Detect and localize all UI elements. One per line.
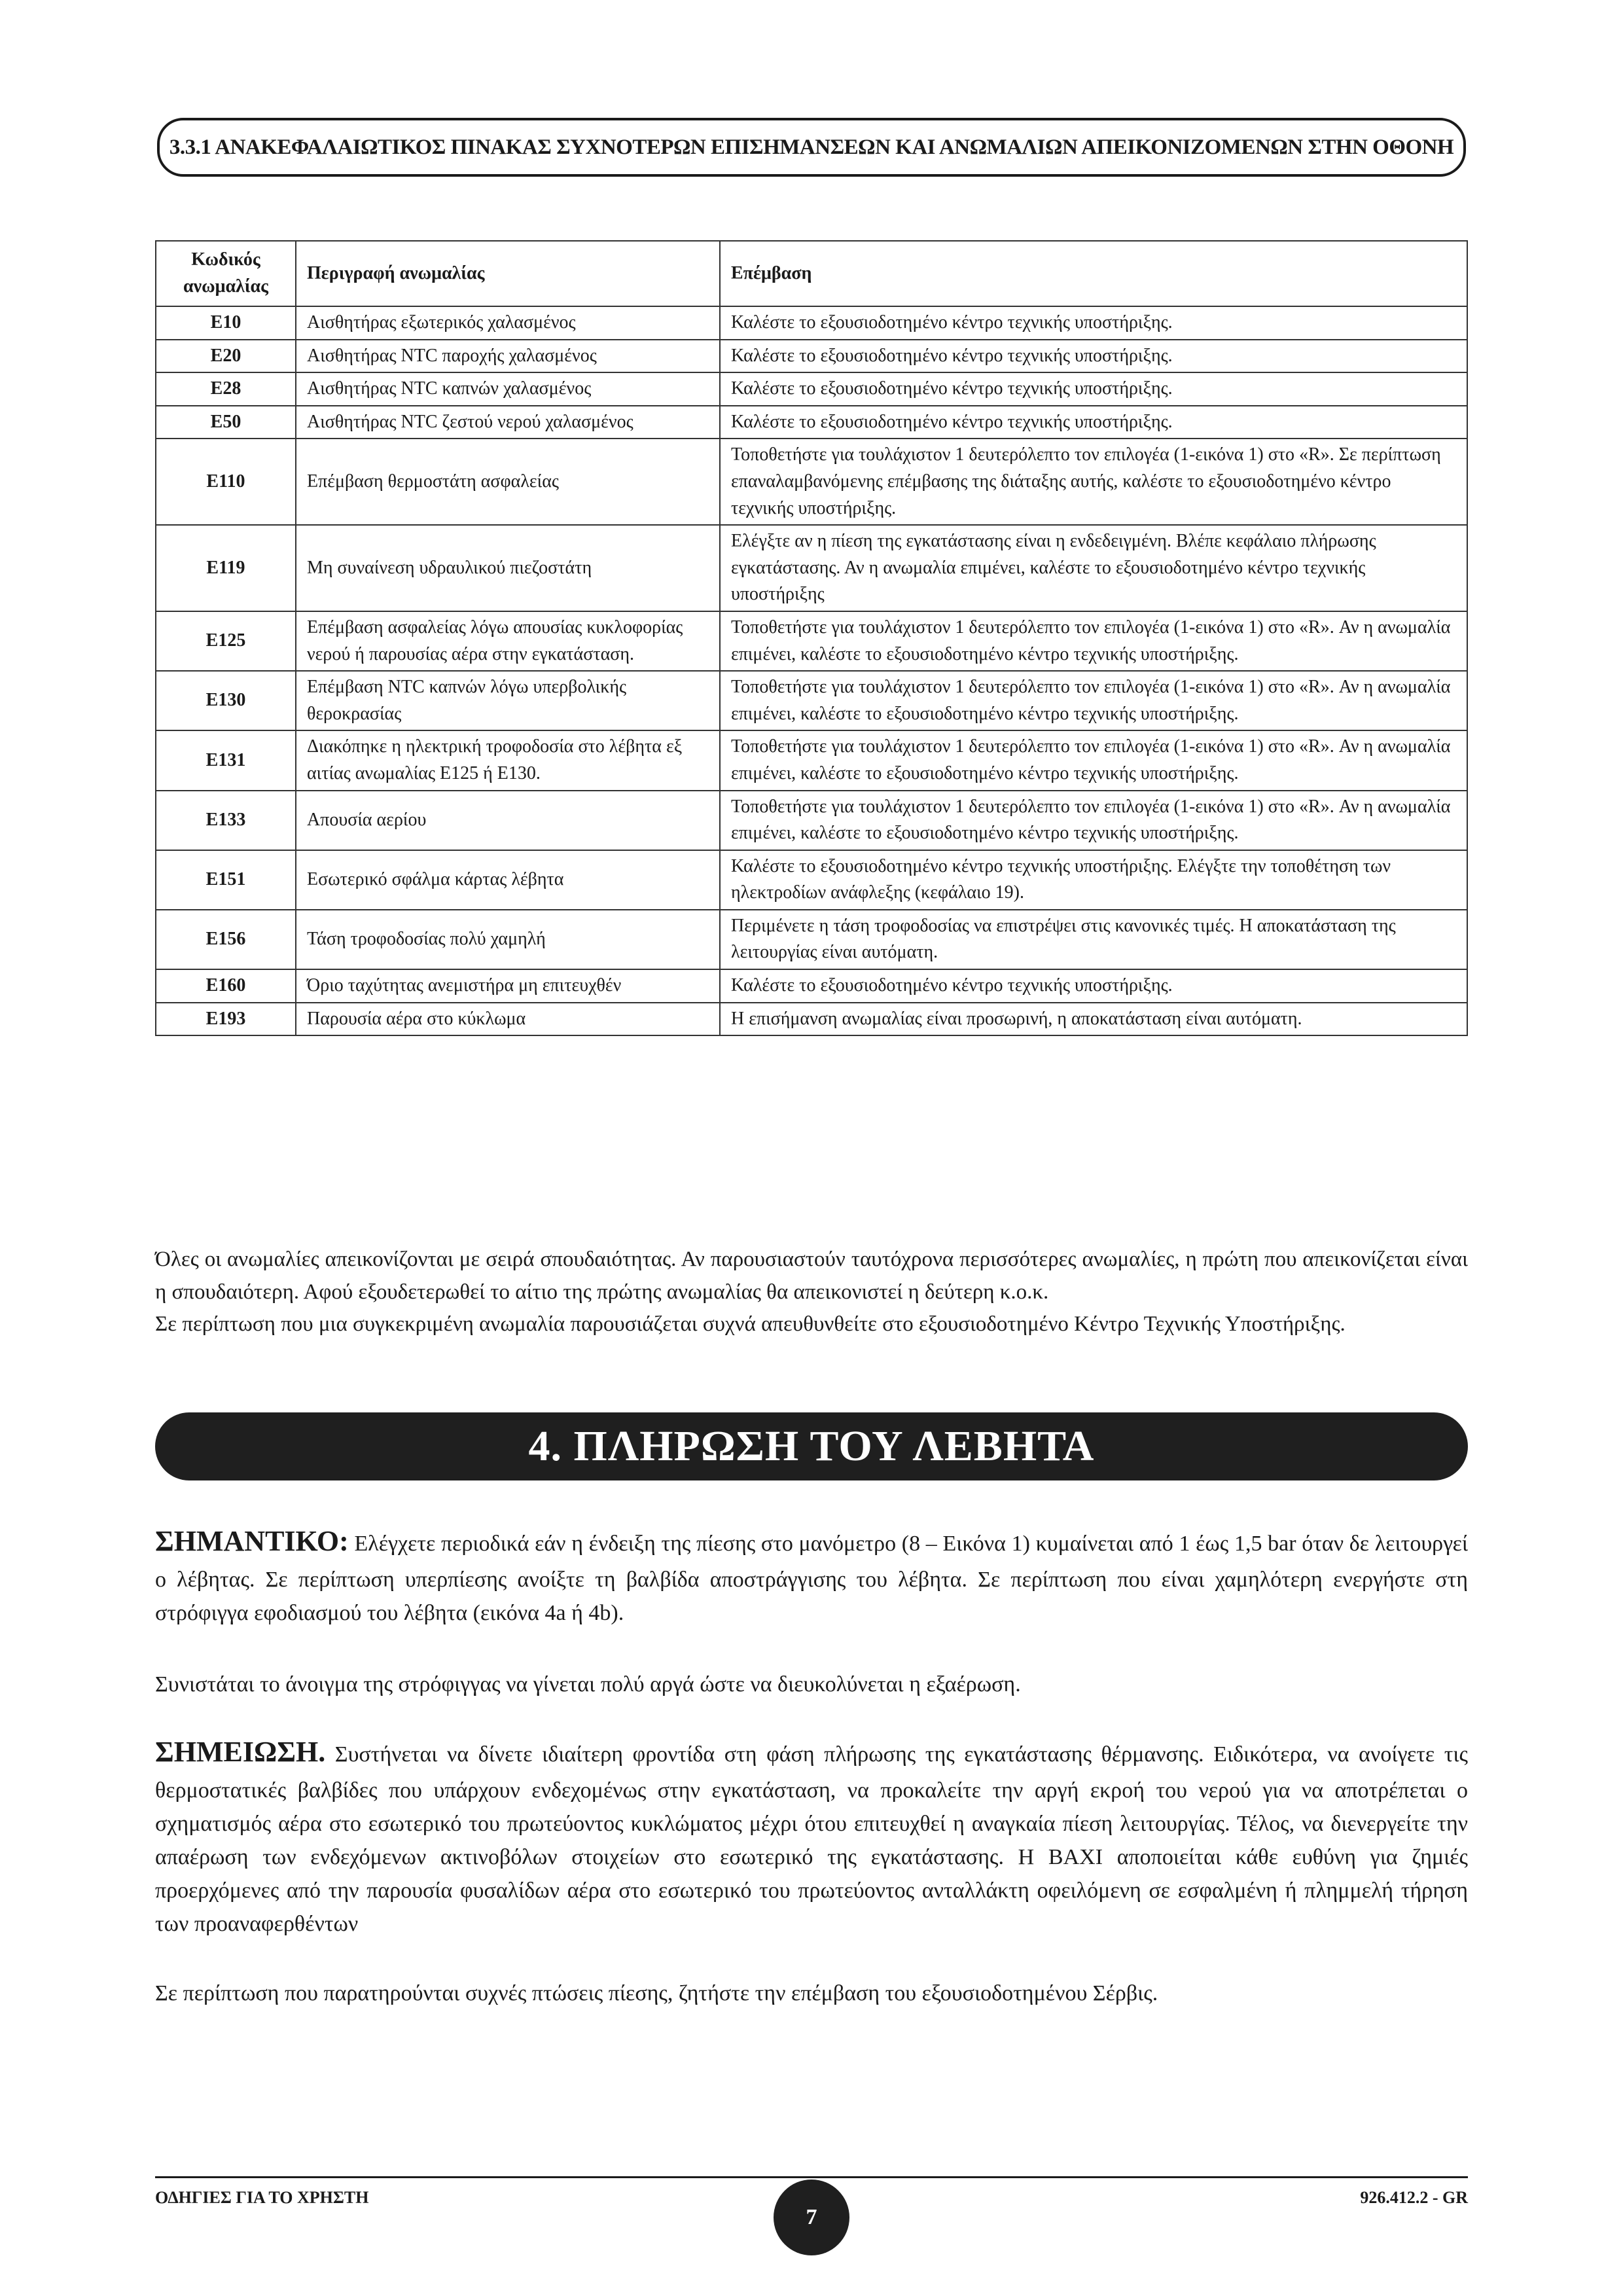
header-description: Περιγραφή ανωμαλίας bbox=[296, 241, 720, 306]
section-title: 3.3.1 ΑΝΑΚΕΦΑΛΑΙΩΤΙΚΟΣ ΠΙΝΑΚΑΣ ΣΥΧΝΟΤΕΡΩΝ ΕΠΙΣΗΜΑΝΣΕΩΝ ΚΑΙ ΑΝΩΜΑΛΙΩΝ ΑΠΕΙΚΟΝΙΖΟΜΕΝΩΝ ΣΤΗΝ ΟΘΟΝΗ bbox=[157, 118, 1466, 177]
footer-divider bbox=[155, 2176, 1468, 2178]
table-row bbox=[156, 525, 1467, 611]
anomaly-code-cell: E28 bbox=[156, 372, 296, 406]
anomaly-description-cell: Παρουσία αέρα στο κύκλωμα bbox=[296, 1003, 720, 1036]
table-header-row bbox=[156, 241, 1467, 306]
anomaly-description-cell: Αισθητήρας NTC ζεστού νερού χαλασμένος bbox=[296, 406, 720, 439]
anomaly-code-cell: E10 bbox=[156, 306, 296, 340]
anomaly-code-cell: E151 bbox=[156, 850, 296, 910]
anomaly-action-cell: Καλέστε το εξουσιοδοτημένο κέντρο τεχνικής υποστήριξης. bbox=[720, 406, 1467, 439]
anomaly-code-cell: E133 bbox=[156, 791, 296, 850]
table-row bbox=[156, 306, 1467, 340]
anomaly-code-cell: E130 bbox=[156, 671, 296, 730]
anomaly-description-cell: Μη συναίνεση υδραυλικού πιεζοστάτη bbox=[296, 525, 720, 611]
anomaly-action-cell: Περιμένετε η τάση τροφοδοσίας να επιστρέψει στις κανονικές τιμές. Η αποκατάσταση της λειτουργίας είναι αυτόματη. bbox=[720, 910, 1467, 969]
header-code: Κωδικός ανωμαλίας bbox=[156, 241, 296, 306]
note-lead: ΣΗΜΕΙΩΣΗ. bbox=[155, 1736, 326, 1768]
anomaly-action-cell: Καλέστε το εξουσιοδοτημένο κέντρο τεχνικής υποστήριξης. bbox=[720, 372, 1467, 406]
anomaly-code-cell: E20 bbox=[156, 340, 296, 373]
anomaly-code-cell: E50 bbox=[156, 406, 296, 439]
table-row bbox=[156, 340, 1467, 373]
page-number: 7 bbox=[774, 2179, 849, 2255]
table-row bbox=[156, 969, 1467, 1003]
anomaly-description-cell: Αισθητήρας NTC παροχής χαλασμένος bbox=[296, 340, 720, 373]
anomaly-code-cell: E119 bbox=[156, 525, 296, 611]
table-row bbox=[156, 1003, 1467, 1036]
pressure-paragraph: Σε περίπτωση που παρατηρούνται συχνές πτώσεις πίεσης, ζητήστε την επέμβαση του εξουσιοδοτημένου Σέρβις. bbox=[155, 1981, 1158, 2005]
table-row bbox=[156, 850, 1467, 910]
anomaly-description-cell: Εσωτερικό σφάλμα κάρτας λέβητα bbox=[296, 850, 720, 910]
anomaly-description-cell: Όριο ταχύτητας ανεμιστήρα μη επιτευχθέν bbox=[296, 969, 720, 1003]
anomaly-description-cell: Επέμβαση θερμοστάτη ασφαλείας bbox=[296, 439, 720, 525]
note-text: Συστήνεται να δίνετε ιδιαίτερη φροντίδα στη φάση πλήρωσης της εγκατάστασης θέρμανσης. Ειδικότερα, να ανοίγετε τις θερμοστατικές βαλβίδες που υπάρχουν ενδεχομένως στην εγκατάσταση, να προκαλείτε την αργή εκροή του νερού για να αποτρέπεται ο σχηματισμός αέρα στο εσωτερικό του πρωτεύοντος κυκλώματος μέχρι ότου επιτευχθεί η αναγκαία πίεση λειτουργίας. Τέλος, να διενεργείτε την απαέρωση των ενδεχόμενων ακτινοβόλων στοιχείων στο εσωτερικό της εγκατάστασης. Η BAXI αποποιείται κάθε ευθύνη για ζημιές προερχόμενες από την παρουσία φυσαλίδων αέρα στο εσωτερικό του πρωτεύοντος ανταλλάκτη οφειλόμενη σε εσφαλμένη ή πλημμελή τήρηση των προαναφερθέντων bbox=[155, 1742, 1468, 1936]
table-row bbox=[156, 730, 1467, 790]
table-row bbox=[156, 910, 1467, 969]
anomaly-code-cell: E156 bbox=[156, 910, 296, 969]
anomaly-action-cell: Τοποθετήστε για τουλάχιστον 1 δευτερόλεπτο τον επιλογέα (1-εικόνα 1) στο «R». Αν η ανωμαλία επιμένει, καλέστε το εξουσιοδοτημένο κέντρο τεχνικής υποστήριξης. bbox=[720, 671, 1467, 730]
anomaly-action-cell: Τοποθετήστε για τουλάχιστον 1 δευτερόλεπτο τον επιλογέα (1-εικόνα 1) στο «R». Αν η ανωμαλία επιμένει, καλέστε το εξουσιοδοτημένο κέντρο τεχνικής υποστήριξης. bbox=[720, 730, 1467, 790]
header-action: Επέμβαση bbox=[720, 241, 1467, 306]
table-notes bbox=[155, 1244, 1468, 1341]
anomaly-description-cell: Επέμβαση NTC καπνών λόγω υπερβολικής θεροκρασίας bbox=[296, 671, 720, 730]
important-lead: ΣΗΜΑΝΤΙΚΟ: bbox=[155, 1525, 349, 1557]
anomaly-description-cell: Επέμβαση ασφαλείας λόγω απουσίας κυκλοφορίας νερού ή παρουσίας αέρα στην εγκατάσταση. bbox=[296, 611, 720, 671]
anomaly-action-cell: Τοποθετήστε για τουλάχιστον 1 δευτερόλεπτο τον επιλογέα (1-εικόνα 1) στο «R». Σε περίπτωση επαναλαμβανόμενης επέμβασης της διάταξης αυτής, καλέστε το εξουσιοδοτημένο κέντρο τεχνικής υποστήριξης. bbox=[720, 439, 1467, 525]
footer-document-title: ΟΔΗΓΙΕΣ ΓΙΑ ΤΟ ΧΡΗΣΤΗ bbox=[155, 2188, 369, 2207]
anomaly-action-cell: Καλέστε το εξουσιοδοτημένο κέντρο τεχνικής υποστήριξης. bbox=[720, 306, 1467, 340]
note-paragraph bbox=[155, 1731, 1468, 1941]
table-row bbox=[156, 372, 1467, 406]
anomaly-action-cell: Καλέστε το εξουσιοδοτημένο κέντρο τεχνικής υποστήριξης. bbox=[720, 969, 1467, 1003]
notes-paragraph-order: Όλες οι ανωμαλίες απεικονίζονται με σειρά σπουδαιότητας. Αν παρουσιαστούν ταυτόχρονα περισσότερες ανωμαλίες, η πρώτη που απεικονίζεται είναι η σπουδαιότερη. Αφού εξουδετερωθεί το αίτιο της πρώτης ανωμαλίας θα απεικονιστεί η δεύτερη κ.ο.κ. bbox=[155, 1247, 1468, 1304]
anomaly-description-cell: Αισθητήρας NTC καπνών χαλασμένος bbox=[296, 372, 720, 406]
table-row bbox=[156, 791, 1467, 850]
anomaly-description-cell: Διακόπηκε η ηλεκτρική τροφοδοσία στο λέβητα εξ αιτίας ανωμαλίας E125 ή E130. bbox=[296, 730, 720, 790]
table-row bbox=[156, 406, 1467, 439]
anomaly-description-cell: Αισθητήρας εξωτερικός χαλασμένος bbox=[296, 306, 720, 340]
anomaly-action-cell: Η επισήμανση ανωμαλίας είναι προσωρινή, η αποκατάσταση είναι αυτόματη. bbox=[720, 1003, 1467, 1036]
anomaly-table bbox=[155, 240, 1468, 1036]
valve-paragraph: Συνιστάται το άνοιγμα της στρόφιγγας να γίνεται πολύ αργά ώστε να διευκολύνεται η εξαέρωση. bbox=[155, 1672, 1021, 1696]
anomaly-code-cell: E125 bbox=[156, 611, 296, 671]
anomaly-code-cell: E131 bbox=[156, 730, 296, 790]
anomaly-description-cell: Απουσία αερίου bbox=[296, 791, 720, 850]
anomaly-action-cell: Καλέστε το εξουσιοδοτημένο κέντρο τεχνικής υποστήριξης. bbox=[720, 340, 1467, 373]
anomaly-code-cell: E160 bbox=[156, 969, 296, 1003]
anomaly-description-cell: Τάση τροφοδοσίας πολύ χαμηλή bbox=[296, 910, 720, 969]
anomaly-action-cell: Τοποθετήστε για τουλάχιστον 1 δευτερόλεπτο τον επιλογέα (1-εικόνα 1) στο «R». Αν η ανωμαλία επιμένει, καλέστε το εξουσιοδοτημένο κέντρο τεχνικής υποστήριξης. bbox=[720, 611, 1467, 671]
notes-paragraph-frequent: Σε περίπτωση που μια συγκεκριμένη ανωμαλία παρουσιάζεται συχνά απευθυνθείτε στο εξουσιοδοτημένο Κέντρο Τεχνικής Υποστήριξης. bbox=[155, 1312, 1346, 1336]
footer-document-code: 926.412.2 - GR bbox=[1360, 2188, 1468, 2207]
table-row bbox=[156, 671, 1467, 730]
table-row bbox=[156, 439, 1467, 525]
important-text: Ελέγχετε περιοδικά εάν η ένδειξη της πίεσης στο μανόμετρο (8 – Εικόνα 1) κυμαίνεται από 1 έως 1,5 bar όταν δε λειτουργεί ο λέβητας. Σε περίπτωση υπερπίεσης ανοίξτε τη βαλβίδα αποστράγγισης του λέβητα. Σε περίπτωση που είναι χαμηλότερη ενεργήστε στη στρόφιγγα εφοδιασμού του λέβητα (εικόνα 4a ή 4b). bbox=[155, 1532, 1469, 1625]
anomaly-code-cell: E110 bbox=[156, 439, 296, 525]
anomaly-action-cell: Ελέγξτε αν η πίεση της εγκατάστασης είναι η ενδεδειγμένη. Βλέπε κεφάλαιο πλήρωσης εγκατάστασης. Αν η ανωμαλία επιμένει, καλέστε το εξουσιοδοτημένο κέντρο τεχνικής υποστήριξης bbox=[720, 525, 1467, 611]
anomaly-code-cell: E193 bbox=[156, 1003, 296, 1036]
chapter-title: 4. ΠΛΗΡΩΣΗ ΤΟΥ ΛΕΒΗΤΑ bbox=[155, 1412, 1468, 1480]
anomaly-action-cell: Τοποθετήστε για τουλάχιστον 1 δευτερόλεπτο τον επιλογέα (1-εικόνα 1) στο «R». Αν η ανωμαλία επιμένει, καλέστε το εξουσιοδοτημένο κέντρο τεχνικής υποστήριξης. bbox=[720, 791, 1467, 850]
anomaly-action-cell: Καλέστε το εξουσιοδοτημένο κέντρο τεχνικής υποστήριξης. Ελέγξτε την τοποθέτηση των ηλεκτροδίων ανάφλεξης (κεφάλαιο 19). bbox=[720, 850, 1467, 910]
table-row bbox=[156, 611, 1467, 671]
important-paragraph bbox=[155, 1520, 1468, 1630]
